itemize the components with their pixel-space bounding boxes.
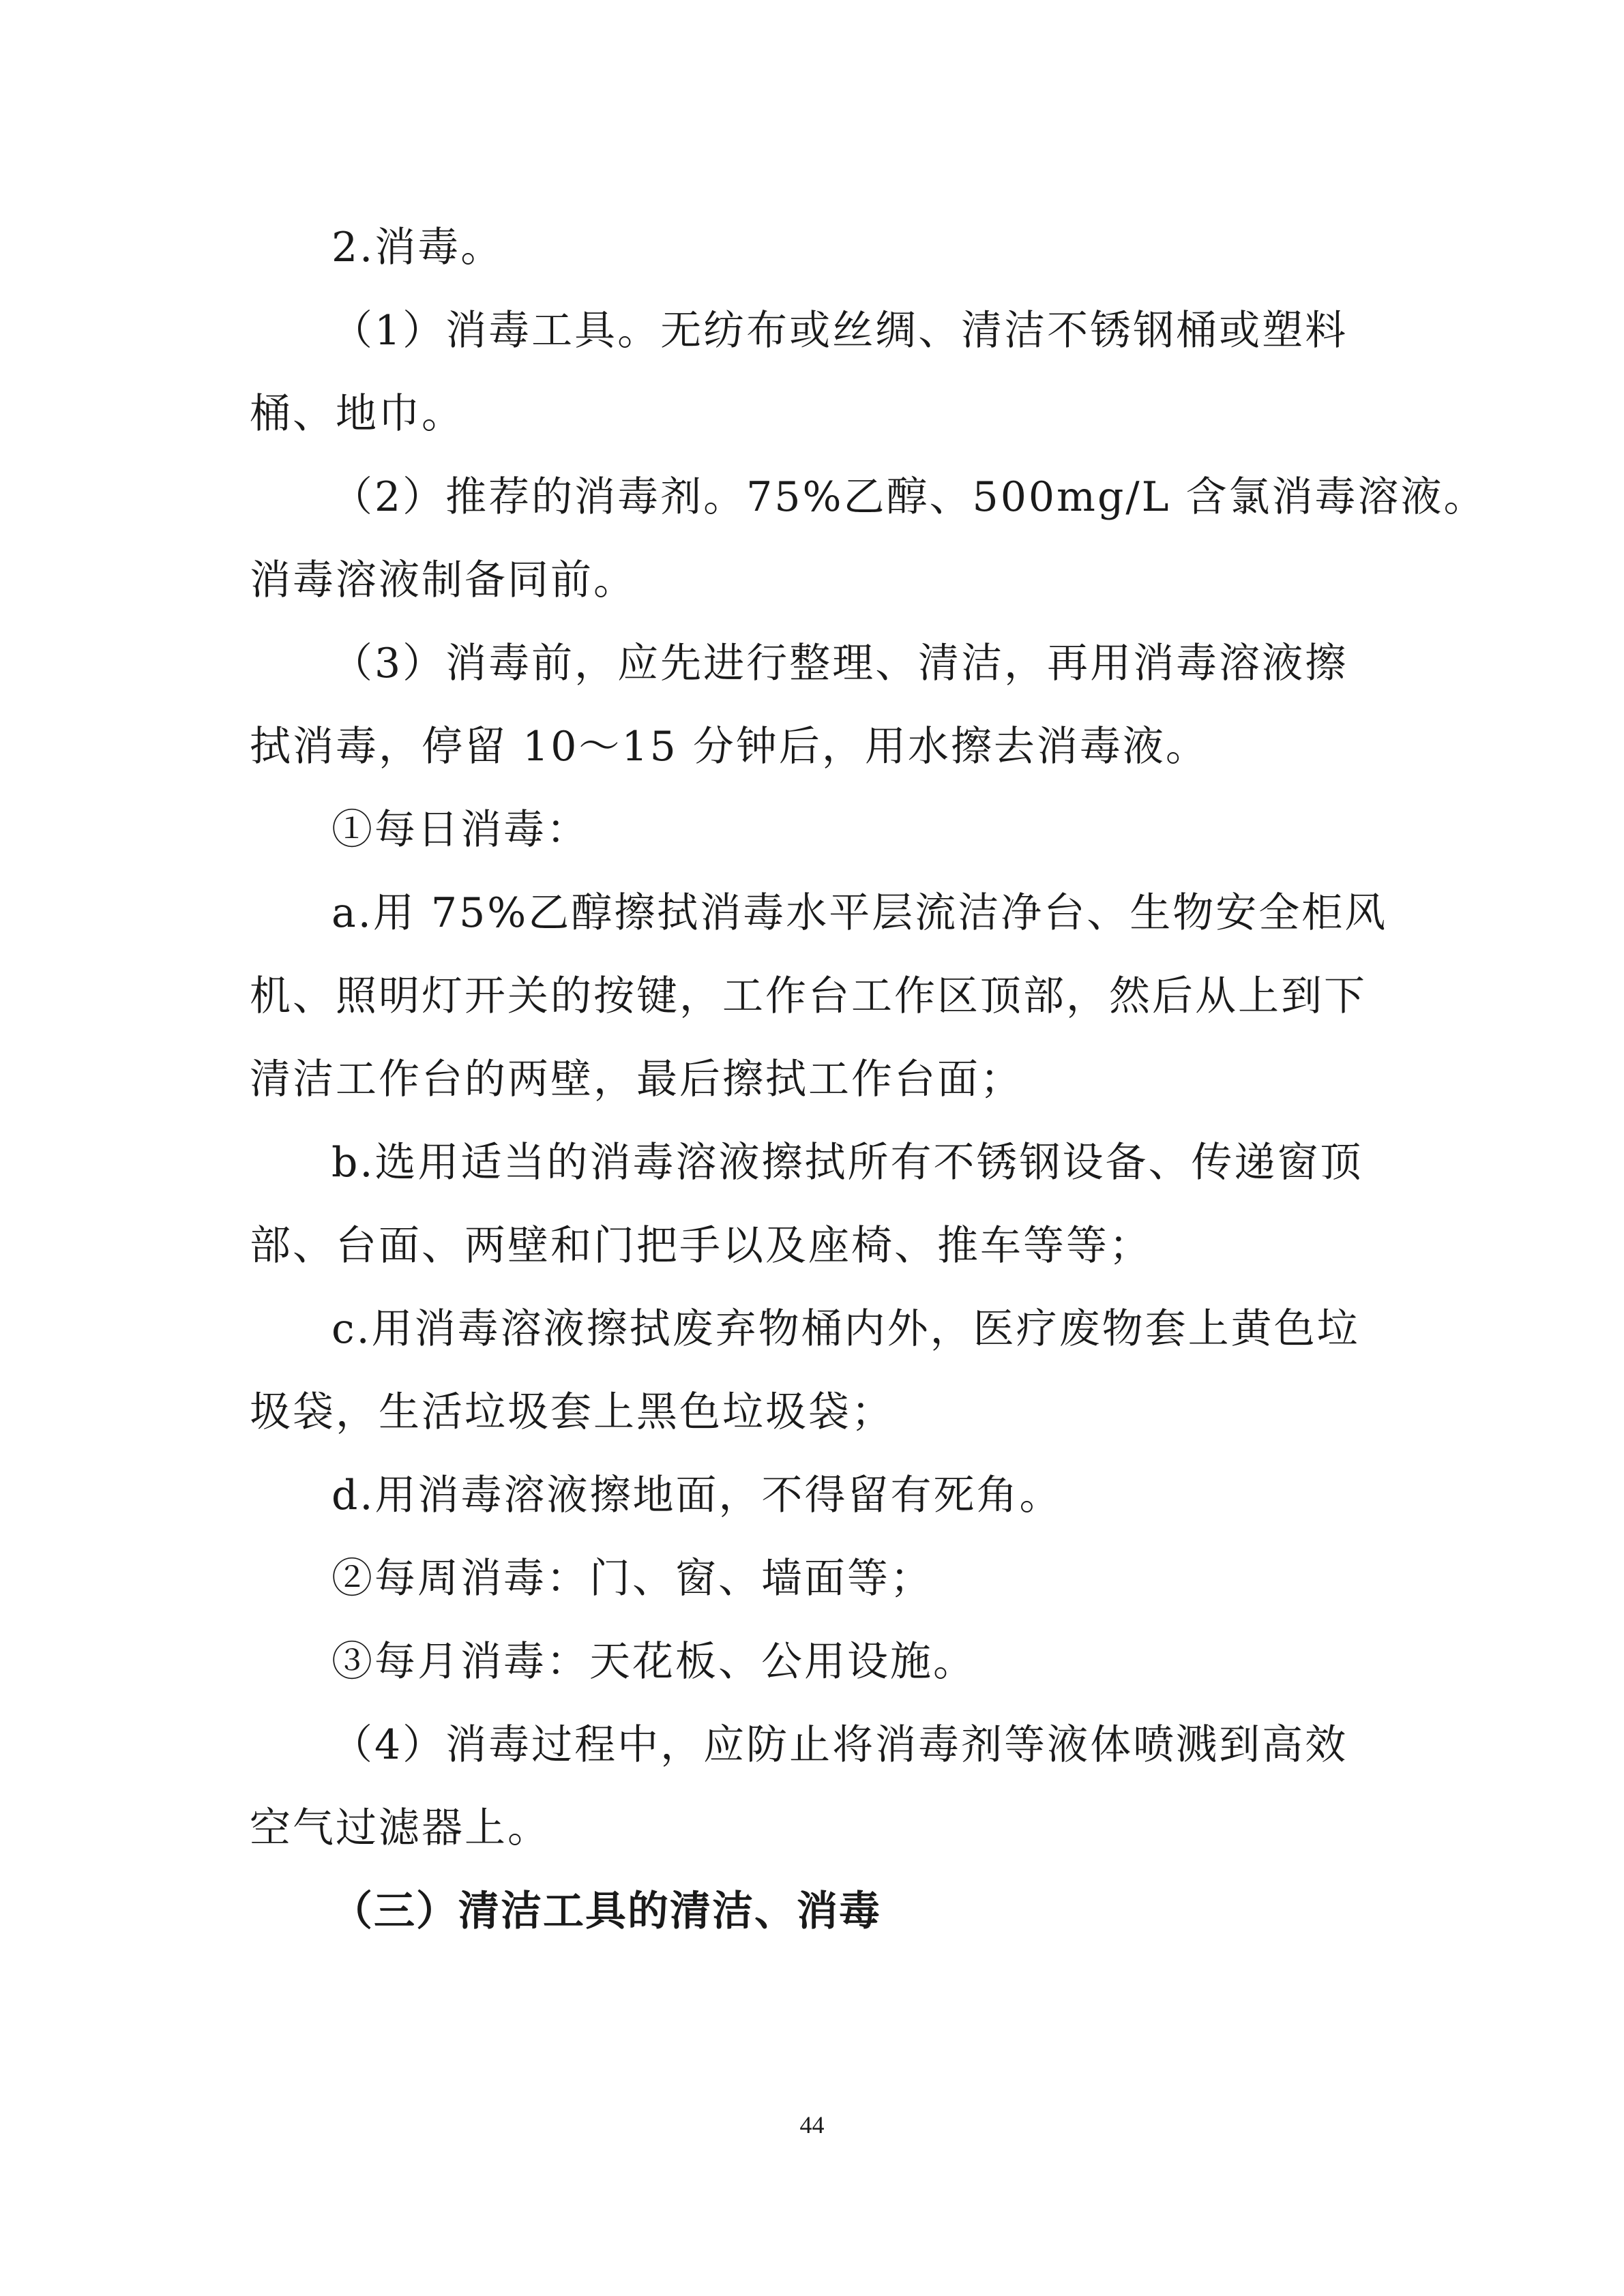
text-line-daily-d: d.用消毒溶液擦地面，不得留有死角。	[331, 1472, 1063, 1519]
text-line-agents-1: （2）推荐的消毒剂。75%乙醇、500mg/L 含氯消毒溶液。	[331, 473, 1487, 521]
text-line-daily-a-1: a.用 75%乙醇擦拭消毒水平层流洁净台、生物安全柜风	[331, 889, 1388, 937]
text-line-daily-b-2: 部、台面、两壁和门把手以及座椅、推车等等；	[250, 1222, 1152, 1270]
text-line-agents-2: 消毒溶液制备同前。	[250, 556, 636, 604]
text-line-before-disinfection-2: 拭消毒，停留 10～15 分钟后，用水擦去消毒液。	[250, 723, 1209, 771]
text-line-precaution-2: 空气过滤器上。	[250, 1804, 550, 1852]
text-line-before-disinfection-1: （3）消毒前，应先进行整理、清洁，再用消毒溶液擦	[331, 640, 1348, 687]
text-line-daily-c-2: 圾袋，生活垃圾套上黑色垃圾袋；	[250, 1388, 894, 1436]
text-line-daily-c-1: c.用消毒溶液擦拭废弃物桶内外，医疗废物套上黄色垃	[331, 1305, 1360, 1353]
text-line-daily-disinfection: ①每日消毒：	[331, 806, 589, 854]
section-heading: （三）清洁工具的清洁、消毒	[331, 1888, 881, 1935]
text-line-daily-a-3: 清洁工作台的两壁，最后擦拭工作台面；	[250, 1056, 1023, 1103]
text-line-tools-2: 桶、地巾。	[250, 390, 464, 438]
text-line-daily-a-2: 机、照明灯开关的按键，工作台工作区顶部，然后从上到下	[250, 972, 1367, 1020]
text-line-precaution-1: （4）消毒过程中，应防止将消毒剂等液体喷溅到高效	[331, 1721, 1348, 1769]
text-line-daily-b-1: b.选用适当的消毒溶液擦拭所有不锈钢设备、传递窗顶	[331, 1139, 1363, 1187]
text-line-tools-1: （1）消毒工具。无纺布或丝绸、清洁不锈钢桶或塑料	[331, 307, 1348, 355]
text-line-weekly-disinfection: ②每周消毒：门、窗、墙面等；	[331, 1555, 933, 1602]
text-line-disinfection-title: 2.消毒。	[331, 224, 504, 271]
page-number: 44	[799, 2111, 825, 2138]
text-line-monthly-disinfection: ③每月消毒：天花板、公用设施。	[331, 1638, 976, 1686]
